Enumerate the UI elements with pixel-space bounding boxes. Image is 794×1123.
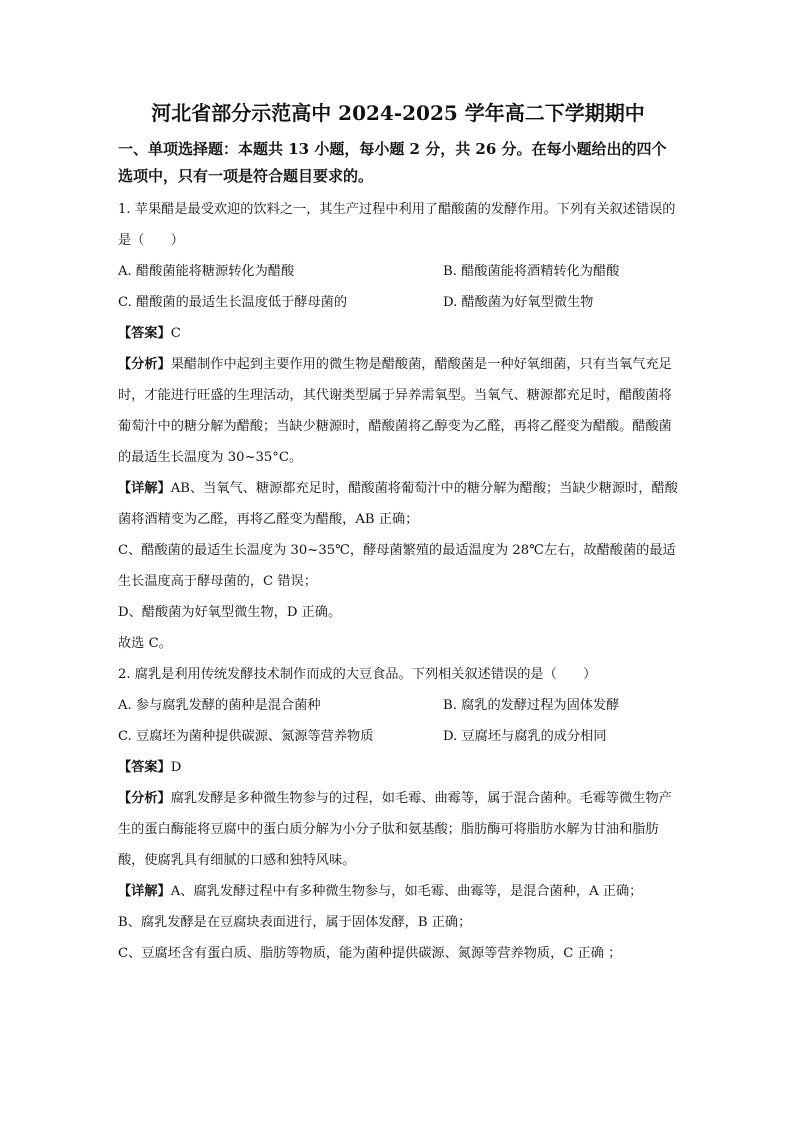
- section-heading: 一、单项选择题：本题共 13 小题，每小题 2 分，共 26 分。在每小题给出的四个选项中，只有一项是符合题目要求的。: [118, 140, 667, 185]
- detail-text-1: AB、当氧气、糖源都充足时，醋酸菌将葡萄汁中的糖分解为醋酸；当缺少糖源时，醋酸菌将酒精变为乙醛，再将乙醛变为醋酸，AB 正确；: [118, 481, 678, 527]
- question-1-option-d: D. 醋酸菌为好氧型微生物: [443, 295, 594, 310]
- question-2-option-d: D. 豆腐坯与腐乳的成分相同: [443, 729, 607, 744]
- question-2-option-c: C. 豆腐坯为菌种提供碳源、氮源等营养物质: [118, 729, 374, 744]
- answer-value: C: [170, 326, 181, 341]
- question-2-detail: [118, 876, 678, 907]
- question-1-options: [118, 256, 678, 318]
- question-2-analysis: [118, 783, 678, 876]
- question-1-stem: 1. 苹果醋是最受欢迎的饮料之一，其生产过程中利用了醋酸菌的发酵作用。下列有关叙述错误的是（ ）: [118, 202, 676, 248]
- analysis-tag: 【分析】: [118, 357, 171, 372]
- analysis-text: 腐乳发酵是多种微生物参与的过程，如毛霉、曲霉等，属于混合菌种。毛霉等微生物产生的蛋白酶能将豆腐中的蛋白质分解为小分子肽和氨基酸；脂肪酶可将脂肪水解为甘油和脂肪酸，使腐乳具有细腻的口感和独特风味。: [118, 791, 672, 868]
- question-1-detail: [118, 473, 678, 535]
- answer-value: D: [170, 760, 182, 775]
- question-1-analysis: [118, 349, 678, 473]
- question-1-detail-2: C、醋酸菌的最适生长温度为 30~35℃，酵母菌繁殖的最适温度为 28℃左右，故醋酸菌的最适生长温度高于酵母菌的，C 错误；: [118, 543, 676, 589]
- question-2-option-b: B. 腐乳的发酵过程为固体发酵: [443, 698, 620, 713]
- question-2-options: [118, 690, 678, 752]
- question-2-detail-3: C、豆腐坯含有蛋白质、脂肪等物质，能为菌种提供碳源、氮源等营养物质，C 正确 ；: [118, 946, 622, 961]
- question-2-answer: [118, 752, 678, 783]
- detail-tag: 【详解】: [118, 884, 171, 899]
- answer-tag: 【答案】: [118, 326, 171, 341]
- analysis-tag: 【分析】: [118, 791, 171, 806]
- analysis-text: 果醋制作中起到主要作用的微生物是醋酸菌，醋酸菌是一种好氧细菌，只有当氧气充足时，才能进行旺盛的生理活动，其代谢类型属于异养需氧型。当氧气、糖源都充足时，醋酸菌将葡萄汁中的糖分解为醋酸；当缺少糖源时，醋酸菌将乙醇变为乙醛，再将乙醛变为醋酸。醋酸菌的最适生长温度为 30~35°C。: [118, 357, 672, 465]
- document-content: [118, 98, 678, 969]
- detail-tag: 【详解】: [118, 481, 171, 496]
- detail-text-1: A、腐乳发酵过程中有多种微生物参与，如毛霉、曲霉等，是混合菌种，A 正确；: [170, 884, 643, 899]
- question-2-detail-2: B、腐乳发酵是在豆腐块表面进行，属于固体发酵，B 正确；: [118, 915, 472, 930]
- question-1-option-a: A. 醋酸菌能将糖源转化为醋酸: [118, 264, 295, 279]
- question-1-option-c: C. 醋酸菌的最适生长温度低于酵母菌的: [118, 295, 348, 310]
- question-2-option-a: A. 参与腐乳发酵的菌种是混合菌种: [118, 698, 321, 713]
- question-1-detail-3: D、醋酸菌为好氧型微生物，D 正确。: [118, 605, 342, 620]
- answer-tag: 【答案】: [118, 760, 171, 775]
- question-1-option-b: B. 醋酸菌能将酒精转化为醋酸: [443, 264, 620, 279]
- question-1-choose: 故选 C。: [118, 636, 172, 651]
- document-title: 河北省部分示范高中 2024-2025 学年高二下学期期中: [151, 101, 645, 125]
- question-1-answer: [118, 318, 678, 349]
- question-2-stem: 2. 腐乳是利用传统发酵技术制作而成的大豆食品。下列相关叙述错误的是（ ）: [118, 667, 597, 682]
